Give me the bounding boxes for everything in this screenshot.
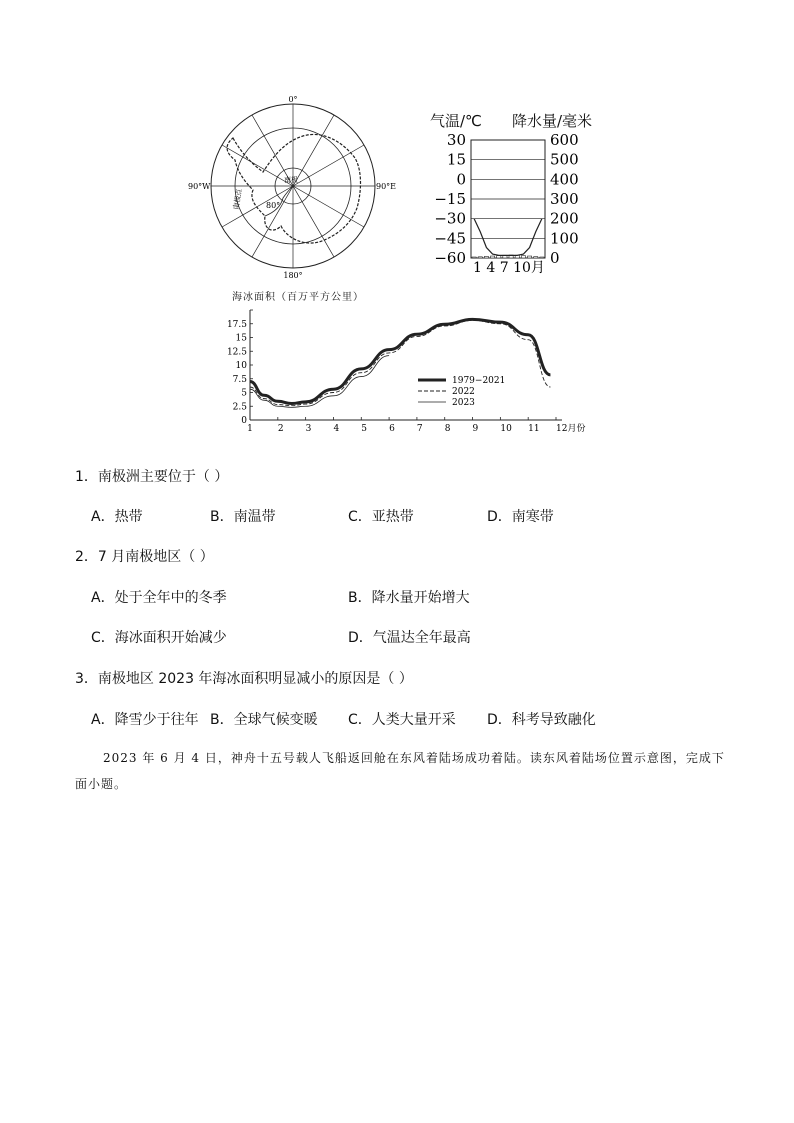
climate-left-tick: −45 [434, 229, 466, 248]
map-label-0: 0° [288, 95, 298, 104]
ice-x-tick-label: 9 [472, 424, 479, 434]
q2-option-a[interactable]: A．处于全年中的冬季 [91, 590, 227, 606]
question-1-stem: 1．南极洲主要位于（ ） [75, 469, 229, 485]
ice-y-tick-label: 12.5 [226, 347, 247, 358]
climate-right-tick: 300 [550, 190, 579, 208]
sea-ice-chart [222, 300, 586, 438]
ice-y-tick-label: 15 [235, 333, 247, 344]
ice-y-tick-label: 0 [241, 416, 247, 426]
map-label-station: 南极点 [232, 188, 244, 211]
q2-option-c[interactable]: C．海冰面积开始减少 [91, 630, 227, 646]
climate-left-unit: 气温/℃ [430, 112, 482, 130]
map-label-180: 180° [283, 271, 303, 280]
ice-legend-label: 1979−2021 [452, 376, 506, 386]
ice-x-tick-label: 12月份 [556, 424, 586, 434]
climate-right-unit: 降水量/毫米 [512, 112, 593, 130]
q3-option-c[interactable]: C．人类大量开采 [348, 712, 456, 728]
climate-right-tick: 0 [550, 249, 560, 267]
precip-bar [540, 257, 544, 258]
ice-x-tick-label: 8 [444, 424, 451, 434]
precip-bar [534, 257, 538, 258]
ice-x-tick-label: 3 [305, 424, 312, 434]
climate-left-tick: −30 [434, 209, 466, 228]
q1-option-c[interactable]: C．亚热带 [348, 509, 414, 525]
ice-x-tick-label: 5 [361, 424, 368, 434]
q3-option-d[interactable]: D．科考导致融化 [487, 712, 596, 728]
ice-x-tick-label: 1 [247, 424, 253, 434]
climate-right-tick: 100 [550, 229, 579, 248]
climate-right-tick: 400 [550, 170, 579, 189]
climate-left-tick: −15 [434, 190, 466, 208]
precip-bar [491, 256, 495, 258]
q1-option-a[interactable]: A．热带 [91, 509, 143, 525]
map-label-90w: 90°W [188, 182, 211, 191]
ice-x-tick-label: 2 [277, 424, 284, 434]
ice-x-tick-label: 10 [500, 424, 512, 434]
q1-option-d[interactable]: D．南寒带 [487, 509, 554, 525]
map-label-80: 80° [266, 201, 281, 210]
antarctica-polar-map [186, 92, 400, 282]
precip-bar [484, 256, 488, 258]
q1-option-b[interactable]: B．南温带 [210, 509, 276, 525]
q3-option-b[interactable]: B．全球气候变暖 [210, 712, 318, 728]
ice-series-line-1979−2021 [250, 319, 550, 403]
ice-y-tick-label: 10 [235, 361, 247, 371]
temperature-line [474, 219, 542, 256]
ice-series-line-2022 [250, 320, 550, 405]
sea-ice-ylabel: 海冰面积（百万平方公里） [232, 292, 364, 303]
question-2-stem: 2．7 月南极地区（ ） [75, 549, 214, 565]
climate-right-tick: 500 [550, 150, 579, 169]
q3-option-a[interactable]: A．降雪少于往年 [91, 712, 199, 728]
ice-x-tick-label: 7 [416, 424, 423, 434]
climate-left-tick: 30 [446, 131, 466, 149]
ice-x-tick-label: 4 [333, 424, 340, 434]
ice-y-tick-label: 2.5 [232, 402, 247, 413]
ice-y-tick-label: 7.5 [232, 374, 247, 385]
climate-left-tick: 0 [456, 170, 466, 189]
climate-left-tick: −60 [434, 249, 466, 267]
map-label-pole: 南极 [284, 176, 298, 184]
q2-option-d[interactable]: D．气温达全年最高 [348, 630, 471, 646]
map-label-90e: 90°E [376, 182, 397, 191]
ice-x-tick-label: 6 [389, 424, 395, 434]
climate-right-tick: 600 [550, 131, 579, 149]
ice-x-tick-label: 11 [528, 424, 540, 434]
precip-bar [472, 257, 476, 258]
q2-option-b[interactable]: B．降水量开始增大 [348, 590, 470, 606]
precip-bar [528, 256, 532, 258]
precip-bar [497, 256, 501, 258]
precip-bar [521, 256, 525, 258]
reading-passage: 2023 年 6 月 4 日，神舟十五号载人飞船返回舱在东风着陆场成功着陆。读东风着陆场位置示意图，完成下面小题。 [75, 751, 725, 791]
ice-legend-label: 2023 [452, 398, 475, 408]
climate-left-tick: 15 [446, 150, 466, 169]
ice-legend-label: 2022 [452, 387, 475, 397]
climate-right-tick: 200 [550, 209, 579, 228]
ice-y-tick-label: 5 [241, 388, 247, 399]
ice-y-tick-label: 17.5 [226, 319, 247, 330]
question-3-stem: 3．南极地区 2023 年海冰面积明显减小的原因是（ ） [75, 671, 413, 687]
climate-chart [425, 128, 595, 278]
climate-x-labels: 1 4 7 10月 [473, 260, 545, 276]
precip-bar [478, 257, 482, 258]
